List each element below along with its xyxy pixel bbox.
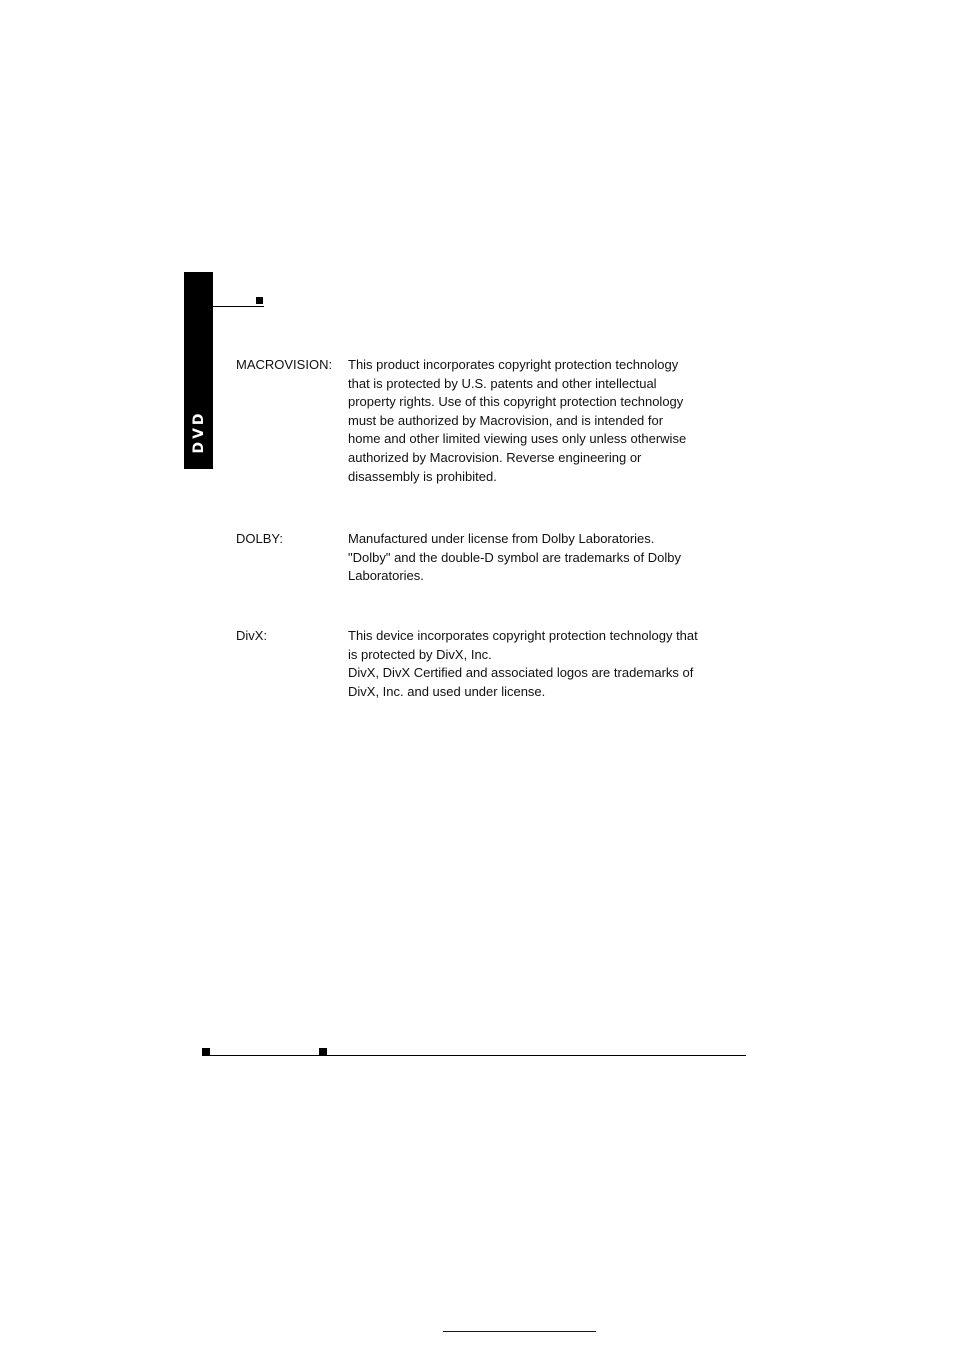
notice-term: DOLBY: <box>236 531 283 546</box>
notice-term: MACROVISION: <box>236 357 333 372</box>
header-rule <box>213 306 264 307</box>
footer-square-marker-right <box>319 1048 327 1055</box>
notice-line: This device incorporates copyright protection technology that <box>348 628 698 643</box>
notice-line: authorized by Macrovision. Reverse engineering or <box>348 449 642 465</box>
notice-line: This product incorporates copyright protection technology <box>348 357 679 372</box>
footer-rule <box>202 1055 746 1056</box>
notice-line: must be authorized by Macrovision, and is intended for <box>348 412 664 428</box>
notice-text <box>348 356 728 486</box>
notice-line: is protected by DivX, Inc. <box>348 646 492 662</box>
notice-line: "Dolby" and the double-D symbol are trademarks of Dolby <box>348 549 681 565</box>
notice-line: disassembly is prohibited. <box>348 468 497 484</box>
footer-link-underline[interactable] <box>443 1331 596 1332</box>
notice-line: DivX, Inc. and used under license. <box>348 683 546 699</box>
header-square-marker <box>256 297 263 304</box>
side-tab <box>184 272 213 469</box>
notice-line: home and other limited viewing uses only unless otherwise <box>348 431 687 447</box>
notice-term: DivX: <box>236 628 268 643</box>
notice-line: that is protected by U.S. patents and other intellectual <box>348 375 657 391</box>
notice-text <box>348 627 728 701</box>
notice-text <box>348 530 728 586</box>
footer-square-marker-left <box>202 1048 210 1055</box>
notice-line: property rights. Use of this copyright protection technology <box>348 394 684 410</box>
notice-line: Manufactured under license from Dolby Laboratories. <box>348 531 655 546</box>
side-tab-label: DVD <box>190 410 207 454</box>
notice-line: Laboratories. <box>348 568 424 584</box>
notice-line: DivX, DivX Certified and associated logos are trademarks of <box>348 665 694 681</box>
